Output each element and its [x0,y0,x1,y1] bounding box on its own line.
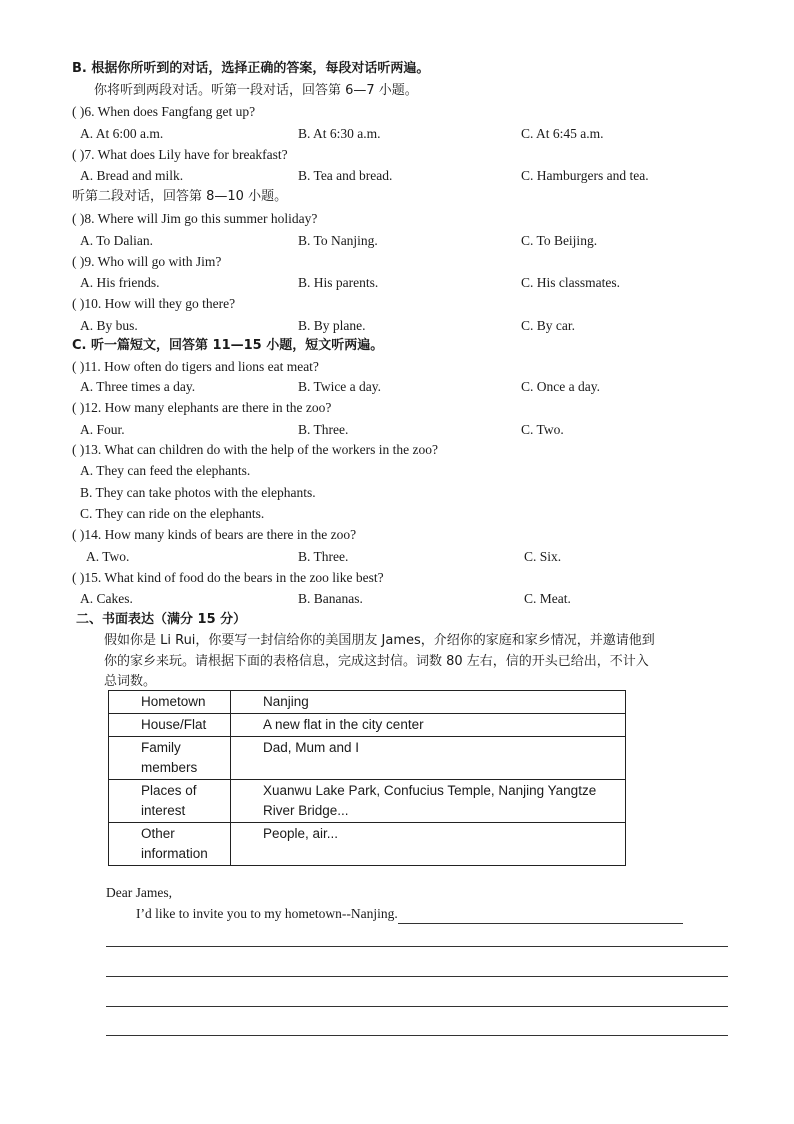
info-table [108,690,626,866]
q14-option-b: B. Three. [298,549,349,564]
table-value: Nanjing [231,691,626,714]
q14-option-c: C. Six. [524,549,562,564]
question-7: ( )7. What does Lily have for breakfast? [72,147,288,162]
letter-opening-line [136,903,683,924]
q7-option-a: A. Bread and milk. [80,168,184,183]
answer-blank[interactable] [398,909,683,924]
section-b-heading: B. 根据你所听到的对话，选择正确的答案，每段对话听两遍。 [72,61,430,76]
answer-line[interactable] [106,946,728,947]
q10-option-a: A. By bus. [80,318,138,333]
q11-option-b: B. Twice a day. [298,379,382,394]
q11-option-a: A. Three times a day. [80,379,196,394]
q6-option-b: B. At 6:30 a.m. [298,126,381,141]
q13-option-a: A. They can feed the elephants. [80,463,251,478]
q12-option-b: B. Three. [298,422,349,437]
q8-option-c: C. To Beijing. [521,233,598,248]
q13-option-b: B. They can take photos with the elephants. [80,485,316,500]
question-8: ( )8. Where will Jim go this summer holiday? [72,211,318,226]
q15-option-a: A. Cakes. [80,591,133,606]
q9-option-b: B. His parents. [298,275,379,290]
question-6: ( )6. When does Fangfang get up? [72,104,256,119]
writing-prompt-3: 总词数。 [104,674,157,689]
writing-prompt-1: 假如你是 Li Rui，你要写一封信给你的美国朋友 James，介绍你的家庭和家乡情况，并邀请他到 [104,633,655,648]
q15-option-b: B. Bananas. [298,591,363,606]
writing-heading: 二、书面表达（满分 15 分） [76,612,247,627]
section-b-intro-2: 听第二段对话，回答第 8—10 小题。 [72,189,288,204]
q7-option-c: C. Hamburgers and tea. [521,168,649,183]
answer-line[interactable] [106,1035,728,1036]
q10-option-b: B. By plane. [298,318,366,333]
q8-option-b: B. To Nanjing. [298,233,378,248]
answer-line[interactable] [106,976,728,977]
q8-option-a: A. To Dalian. [80,233,154,248]
answer-line[interactable] [106,1006,728,1007]
q12-option-a: A. Four. [80,422,125,437]
table-value: Dad, Mum and I [231,737,626,780]
question-15: ( )15. What kind of food do the bears in the zoo like best? [72,570,384,585]
table-label: Hometown [109,691,231,714]
q9-option-a: A. His friends. [80,275,160,290]
table-row [109,714,626,737]
section-c-heading: C. 听一篇短文，回答第 11—15 小题，短文听两遍。 [72,338,384,353]
q15-option-c: C. Meat. [524,591,571,606]
question-12: ( )12. How many elephants are there in the zoo? [72,400,332,415]
table-row [109,823,626,866]
table-label: Places of interest [109,780,231,823]
q12-option-c: C. Two. [521,422,564,437]
q11-option-c: C. Once a day. [521,379,600,394]
table-label: Other information [109,823,231,866]
question-10: ( )10. How will they go there? [72,296,236,311]
letter-greeting: Dear James, [106,885,172,900]
question-11: ( )11. How often do tigers and lions eat meat? [72,359,319,374]
table-row [109,780,626,823]
table-row [109,737,626,780]
q9-option-c: C. His classmates. [521,275,620,290]
question-9: ( )9. Who will go with Jim? [72,254,222,269]
table-label: Family members [109,737,231,780]
table-label: House/Flat [109,714,231,737]
table-value: Xuanwu Lake Park, Confucius Temple, Nanjing Yangtze River Bridge... [231,780,626,823]
question-14: ( )14. How many kinds of bears are there in the zoo? [72,527,357,542]
q7-option-b: B. Tea and bread. [298,168,393,183]
q6-option-c: C. At 6:45 a.m. [521,126,604,141]
table-value: People, air... [231,823,626,866]
table-value: A new flat in the city center [231,714,626,737]
writing-prompt-2: 你的家乡来玩。请根据下面的表格信息，完成这封信。词数 80 左右，信的开头已给出，不计入 [104,654,649,669]
q13-option-c: C. They can ride on the elephants. [80,506,265,521]
q6-option-a: A. At 6:00 a.m. [80,126,164,141]
table-row [109,691,626,714]
question-13: ( )13. What can children do with the help of the workers in the zoo? [72,442,439,457]
q10-option-c: C. By car. [521,318,575,333]
section-b-intro-1: 你将听到两段对话。听第一段对话，回答第 6—7 小题。 [94,83,418,98]
letter-opening-text: I’d like to invite you to my hometown--Nanjing. [136,906,398,921]
q14-option-a: A. Two. [86,549,130,564]
